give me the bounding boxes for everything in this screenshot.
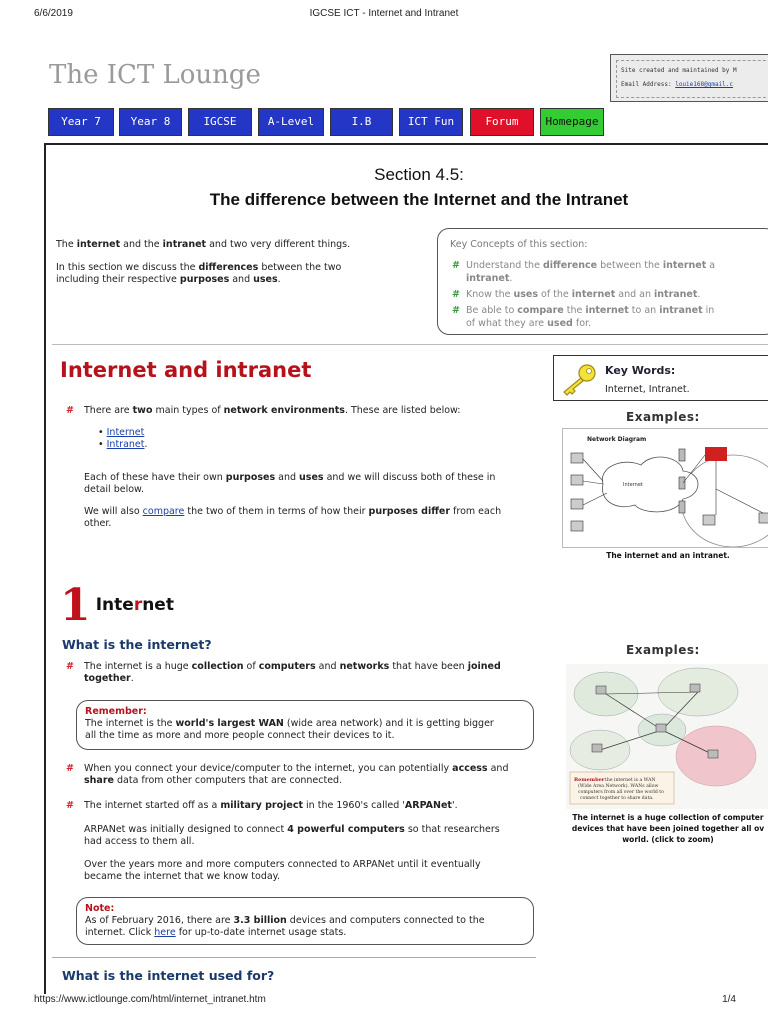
nav-year8-button[interactable]: Year 8 (119, 108, 182, 136)
print-title: IGCSE ICT - Internet and Intranet (309, 8, 459, 19)
key-words-list: Internet, Intranet. (605, 384, 690, 395)
section-divider (52, 344, 768, 345)
nav-ib-button[interactable]: I.B (330, 108, 393, 136)
print-date: 6/6/2019 (34, 8, 73, 19)
list-link-intranet[interactable]: Intranet (106, 439, 145, 450)
network-types-list: • Internet • Intranet. (98, 427, 148, 450)
svg-text:- the internet is a WAN: - the internet is a WAN (Wide Area Network). WANs allow computers from all over the world to connect together to share data. (578, 778, 664, 801)
diagram-title: Network Diagram (587, 436, 647, 443)
nav-forum-button[interactable]: Forum (470, 108, 534, 136)
nav-year7-button[interactable]: Year 7 (48, 108, 114, 136)
compare-paragraph: We will also compare the two of them in terms of how their purposes differ from each other. (84, 506, 502, 529)
intro-paragraph-2: In this section we discuss the differences between the two including their respective purposes and uses. (56, 262, 342, 285)
nav-ictfun-button[interactable]: ICT Fun (399, 108, 463, 136)
nav-alevel-button[interactable]: A-Level (258, 108, 324, 136)
diagram-center-label: Internet (623, 482, 643, 488)
network-diagram-caption: The internet and an intranet. (606, 551, 730, 560)
list-link-internet[interactable]: Internet (106, 427, 145, 438)
intro-paragraph-1: The internet and the intranet and two very different things. (56, 239, 351, 250)
usage-stats-link[interactable]: here (154, 927, 176, 938)
what-is-internet-heading: What is the internet? (62, 637, 212, 652)
remember-box: Remember: The internet is the world's largest WAN (wide area network) and it is getting bigger all the time as more and more people connect their devices to it. (76, 700, 534, 750)
print-url: https://www.ictlounge.com/html/internet_intranet.htm (34, 994, 266, 1005)
bullet-hash-icon: # (66, 800, 74, 811)
concept-item: # Be able to compare the internet to an intranet in of what they are used for. (452, 305, 715, 329)
img-remember-label: Remember (574, 777, 605, 783)
network-diagram-image[interactable] (562, 428, 768, 548)
bullet-hash-icon: # (452, 305, 460, 316)
section-number: Section 4.5: (374, 165, 464, 184)
contact-box (610, 54, 768, 102)
nav-igcse-button[interactable]: IGCSE (188, 108, 252, 136)
key-concepts-box (437, 228, 768, 335)
concept-item: # Understand the difference between the internet a intranet. (452, 260, 716, 284)
section-heading: The difference between the Internet and the Intranet (209, 190, 629, 209)
subsection-divider (52, 957, 536, 958)
note-box: Note: As of February 2016, there are 3.3 billion devices and computers connected to the internet. Click here for up-to-date internet usage stats. (76, 897, 534, 945)
internet-world-image[interactable] (566, 664, 768, 809)
key-words-box (553, 355, 768, 401)
key-icon (558, 362, 598, 396)
internet-intranet-heading: Internet and intranet (60, 358, 312, 382)
bullet-hash-icon: # (66, 661, 74, 672)
bullet-hash-icon: # (66, 405, 74, 416)
bullet-hash-icon: # (452, 289, 460, 300)
internet-section-heading: 1 Internet (60, 580, 174, 631)
section-title (44, 164, 768, 212)
bullet-hash-icon: # (452, 260, 460, 271)
nav-homepage-button[interactable]: Homepage (540, 108, 604, 136)
note-label: Note: (85, 903, 115, 914)
contact-email-label: Email Address: (621, 81, 672, 88)
bullet-hash-icon: # (66, 763, 74, 774)
examples-label: Examples: (626, 410, 700, 424)
remember-label: Remember: (85, 706, 147, 717)
site-title[interactable]: The ICT Lounge (49, 60, 261, 90)
key-words-title: Key Words: (605, 364, 676, 377)
key-concepts-title: Key Concepts of this section: (450, 239, 588, 250)
contact-email-link[interactable]: louie168@gmail.c (675, 81, 733, 88)
compare-link[interactable]: compare (142, 506, 185, 517)
internet-world-caption: The internet is a huge collection of computer devices that have been joined together all ov world. (click to zoom) (571, 813, 765, 844)
arpanet-growth-paragraph: Over the years more and more computers connected to ARPANet until it eventually became the internet that we know today. (84, 859, 481, 882)
network-diagram-graphic (563, 429, 768, 548)
internet-uses-heading: What is the internet used for? (62, 968, 275, 983)
concept-item: # Know the uses of the internet and an intranet. (452, 289, 701, 300)
examples-label-2: Examples: (626, 643, 700, 657)
print-page-number: 1/4 (722, 994, 736, 1005)
arpanet-paragraph: ARPANet was initially designed to connect 4 powerful computers so that researchers had access to them all. (84, 824, 500, 847)
internet-world-graphic (566, 664, 768, 809)
section-number-1: 1 (60, 580, 91, 631)
contact-credit: Site created and maintained by M (621, 67, 737, 74)
purposes-paragraph: Each of these have their own purposes and uses and we will discuss both of these in detail below. (84, 472, 496, 495)
